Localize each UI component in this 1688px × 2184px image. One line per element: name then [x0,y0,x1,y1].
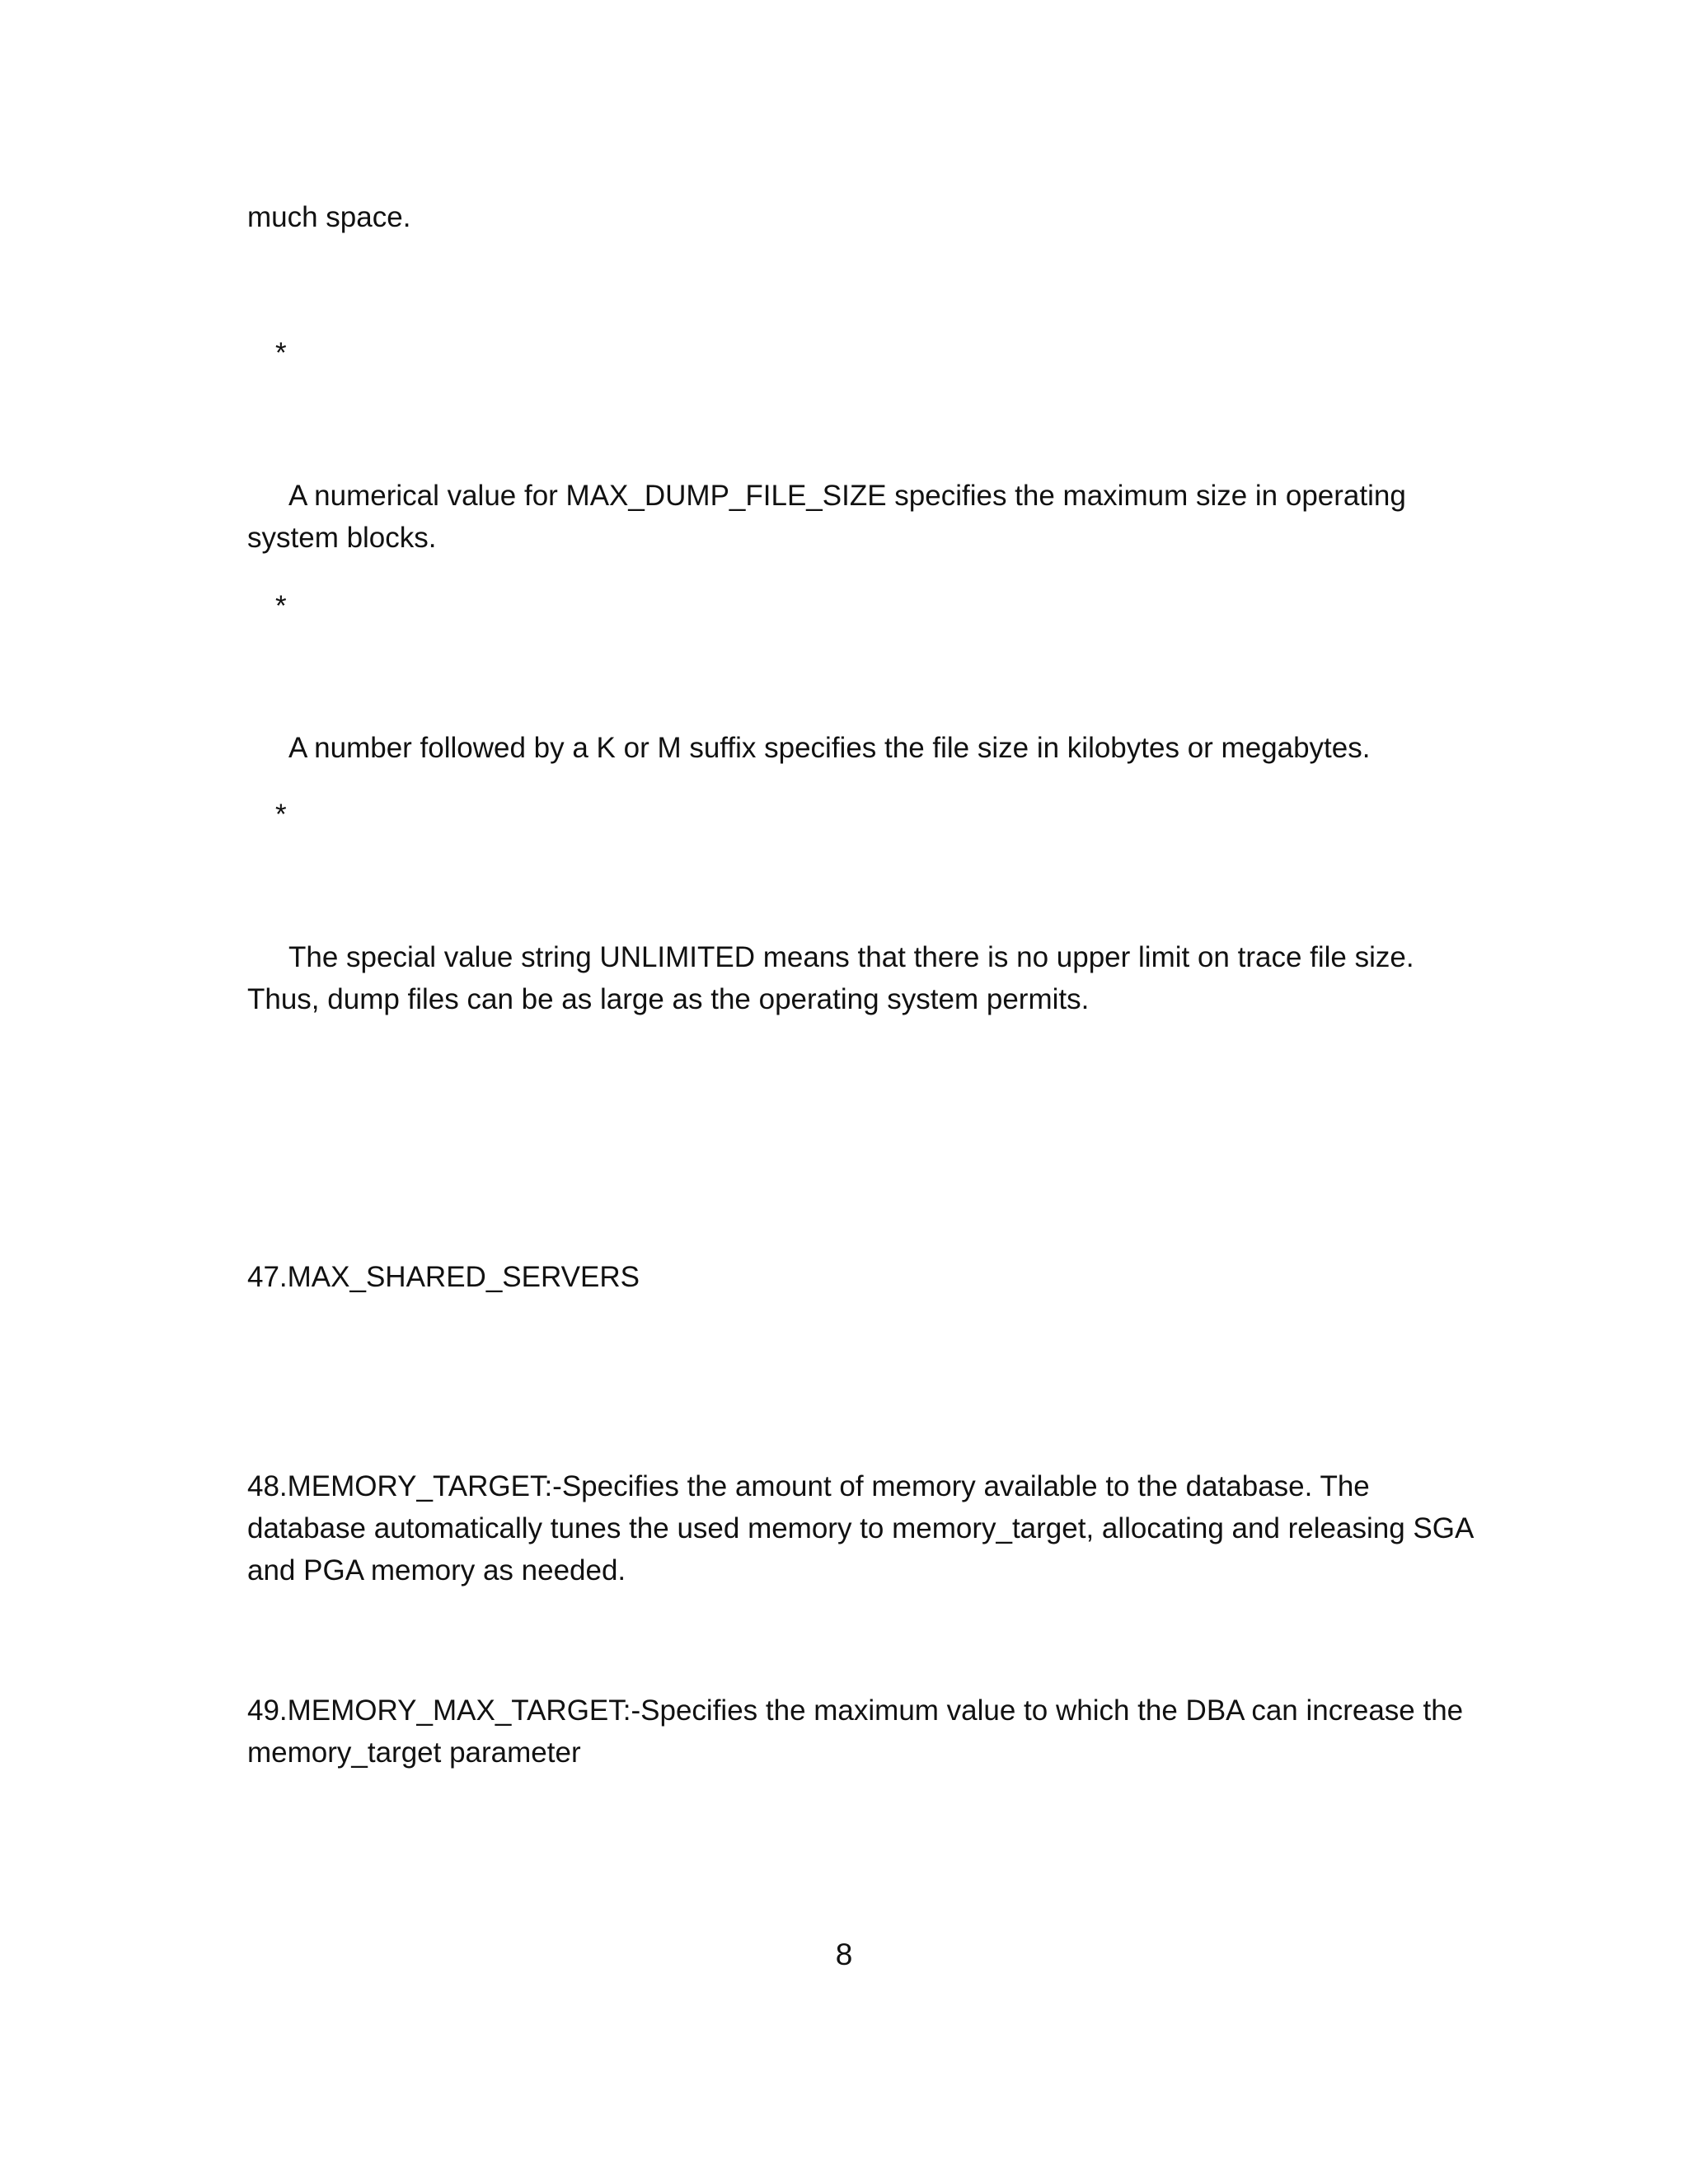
text-line-system-blocks: system blocks. [247,522,437,554]
text-line-much-space: much space. [247,201,411,233]
bullet-marker: * [275,799,287,831]
text-line-memory-target: 48.MEMORY_TARGET:-Specifies the amount of memory available to the database. The [247,1470,1370,1502]
text-line-memory-target-2: database automatically tunes the used memory to memory_target, allocating and releasing SGA [247,1512,1475,1544]
text-line-memory-max-target-2: memory_target parameter [247,1736,581,1769]
page-number: 8 [835,1938,853,1971]
text-line-memory-target-3: and PGA memory as needed. [247,1554,626,1586]
bullet-marker: * [275,590,287,622]
text-line-number-suffix: A number followed by a K or M suffix specifies the file size in kilobytes or megabytes. [288,732,1371,764]
text-line-dump-files: Thus, dump files can be as large as the operating system permits. [247,983,1090,1015]
heading-max-shared-servers: 47.MAX_SHARED_SERVERS [247,1261,640,1293]
text-line-memory-max-target: 49.MEMORY_MAX_TARGET:-Specifies the maximum value to which the DBA can increase the [247,1694,1464,1727]
bullet-marker: * [275,337,287,369]
text-line-numerical-value: A numerical value for MAX_DUMP_FILE_SIZE specifies the maximum size in operating [288,480,1406,512]
text-line-unlimited: The special value string UNLIMITED means that there is no upper limit on trace file size. [288,941,1414,973]
